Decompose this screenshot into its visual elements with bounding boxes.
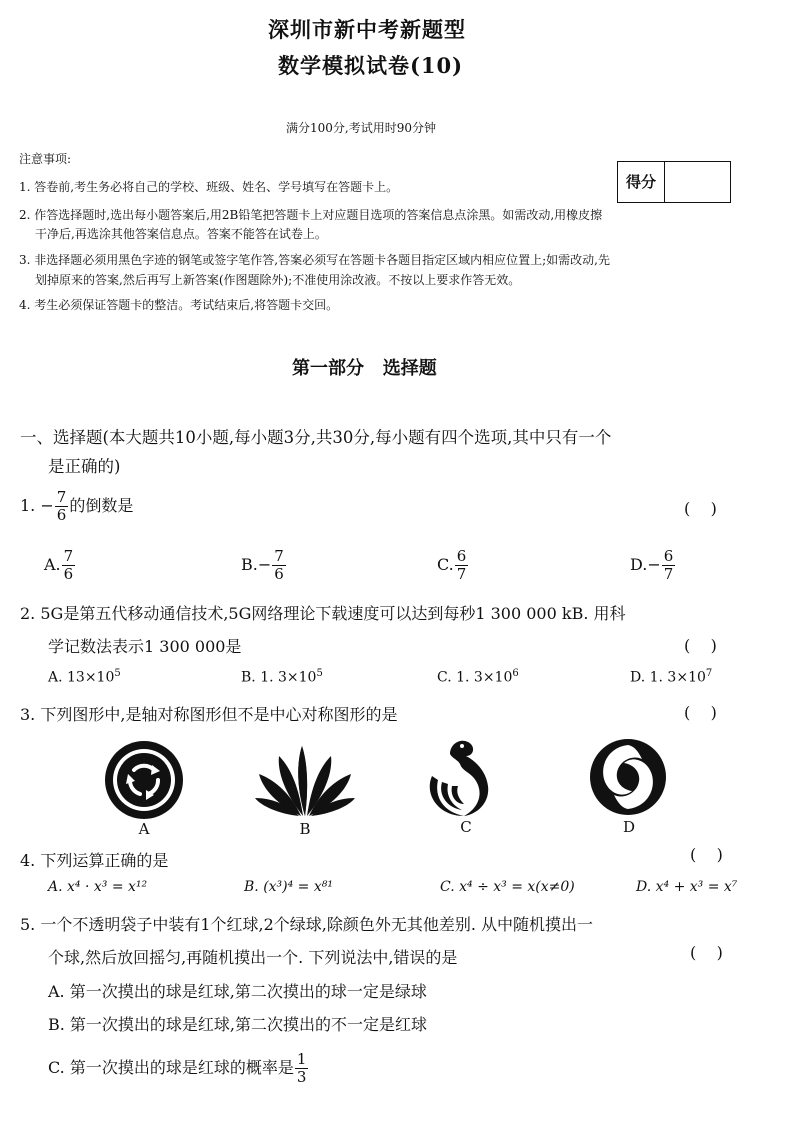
q1-neg: − (40, 496, 54, 515)
q1-fraction (55, 490, 69, 523)
question-5-line2: 个球,然后放回摇匀,再随机摸出一个. 下列说法中,错误的是 (48, 948, 458, 967)
note-1: 1. 答卷前,考生务必将自己的学校、班级、姓名、学号填写在答题卡上。 (19, 180, 399, 194)
frac-num: 7 (63, 547, 74, 565)
q3-answer-paren[interactable]: ( ) (684, 703, 717, 722)
part-title: 第一部分 选择题 (292, 358, 437, 379)
frac-num: 1 (296, 1050, 307, 1068)
option-fraction (455, 549, 469, 582)
q2-option-d[interactable] (630, 668, 712, 686)
option-label: D. (630, 555, 648, 574)
option-fraction (295, 1052, 309, 1085)
question-2-line1: 2. 5G是第五代移动通信技术,5G网络理论下载速度可以达到每秒1 300 000 kB. 用科 (20, 604, 626, 623)
q5-answer-paren[interactable]: ( ) (690, 943, 723, 962)
note-2a: 2. 作答选择题时,选出每小题答案后,用2B铅笔把答题卡上对应题目选项的答案信息点涂黑。如需改动,用橡皮擦 (19, 208, 603, 222)
exam-subtitle: 满分100分,考试用时90分钟 (286, 121, 436, 135)
note-3b: 划掉原来的答案,然后再写上新答案(作图题除外);不准使用涂改液。不按以上要求作答无效。 (35, 273, 521, 287)
q2-option-b[interactable] (241, 668, 323, 686)
option-fraction (662, 549, 676, 582)
q5-option-a[interactable]: A. 第一次摸出的球是红球,第二次摸出的球一定是绿球 (48, 982, 427, 1001)
option-text: D. 1. 3×10 (630, 669, 706, 686)
option-text: A. 13×10 (48, 669, 115, 686)
q5-option-b[interactable]: B. 第一次摸出的球是红球,第二次摸出的不一定是红球 (48, 1015, 428, 1034)
frac-num: 6 (456, 547, 467, 565)
option-exponent: 5 (316, 668, 323, 679)
option-text: C. 第一次摸出的球是红球的概率是 (48, 1058, 294, 1077)
figure-c-phoenix-icon[interactable] (420, 736, 506, 820)
q2-answer-paren[interactable]: ( ) (684, 636, 717, 655)
q4-option-d[interactable]: D. x⁴ + x³ = x⁷ (636, 879, 738, 895)
frac-num: 6 (663, 547, 674, 565)
frac-den: 7 (456, 565, 467, 583)
option-neg: − (647, 555, 661, 574)
q1-option-b[interactable] (241, 549, 287, 582)
q4-option-a[interactable]: A. x⁴ · x³ = x¹² (48, 879, 148, 895)
exam-title-line1: 深圳市新中考新题型 (268, 17, 466, 42)
frac-den: 6 (63, 565, 74, 583)
option-text: B. 1. 3×10 (241, 669, 317, 686)
frac-den: 6 (274, 565, 284, 583)
note-2b: 干净后,再选涂其他答案信息点。答案不能答在试卷上。 (35, 227, 327, 241)
option-exponent: 6 (512, 668, 519, 679)
question-3: 3. 下列图形中,是轴对称图形但不是中心对称图形的是 (20, 705, 398, 724)
question-4: 4. 下列运算正确的是 (20, 851, 169, 870)
figure-b-petals-icon[interactable] (254, 740, 356, 820)
option-exponent: 5 (114, 668, 121, 679)
figure-a-recycle-icon[interactable] (104, 740, 184, 820)
q1-frac-den: 6 (56, 506, 67, 524)
score-label: 得分 (618, 162, 665, 202)
option-label: C. (437, 555, 454, 574)
option-exponent: 7 (705, 668, 713, 679)
section-heading-line2: 是正确的) (48, 457, 121, 476)
figure-b-label: B (299, 820, 311, 838)
question-5-line1: 5. 一个不透明袋子中装有1个红球,2个绿球,除颜色外无其他差别. 从中随机摸出一 (20, 915, 594, 934)
notes-heading: 注意事项: (19, 152, 72, 166)
q4-option-b[interactable]: B. (x³)⁴ = x⁸¹ (244, 879, 333, 895)
q1-option-d[interactable] (630, 549, 676, 582)
figure-d-swirl-icon[interactable] (588, 737, 668, 817)
score-box[interactable] (617, 161, 731, 203)
note-4: 4. 考生必须保证答题卡的整洁。考试结束后,将答题卡交回。 (19, 298, 339, 312)
q2-option-a[interactable] (48, 668, 121, 686)
option-fraction (272, 549, 286, 582)
frac-den: 7 (663, 565, 674, 583)
figure-c-label: C (460, 818, 472, 836)
frac-num: 7 (274, 547, 284, 565)
frac-den: 3 (296, 1068, 307, 1086)
section-heading-line1: 一、选择题(本大题共10小题,每小题3分,共30分,每小题有四个选项,其中只有一个 (20, 428, 612, 447)
figure-d-label: D (622, 818, 636, 836)
q1-text: 的倒数是 (69, 496, 134, 515)
q1-number: 1. (20, 496, 36, 515)
option-fraction (62, 549, 76, 582)
q1-frac-num: 7 (56, 488, 67, 506)
q1-option-c[interactable] (437, 549, 469, 582)
option-neg: − (257, 555, 272, 574)
option-label: B. (241, 555, 258, 574)
q5-option-c[interactable] (48, 1052, 309, 1085)
option-text: C. 1. 3×10 (437, 669, 513, 686)
note-3a: 3. 非选择题必须用黑色字迹的钢笔或签字笔作答,答案必须写在答题卡各题目指定区域内相应位置上;如需改动,先 (19, 253, 610, 267)
option-label: A. (44, 555, 61, 574)
q4-option-c[interactable]: C. x⁴ ÷ x³ = x(x≠0) (440, 879, 575, 895)
q1-option-a[interactable] (44, 549, 76, 582)
q1-answer-paren[interactable]: ( ) (684, 499, 717, 518)
question-1 (20, 490, 133, 523)
exam-title-line2: 数学模拟试卷(10) (278, 53, 464, 78)
figure-a-label: A (138, 820, 150, 838)
q4-answer-paren[interactable]: ( ) (690, 845, 723, 864)
q2-option-c[interactable] (437, 668, 519, 686)
question-2-line2: 学记数法表示1 300 000是 (48, 637, 242, 656)
